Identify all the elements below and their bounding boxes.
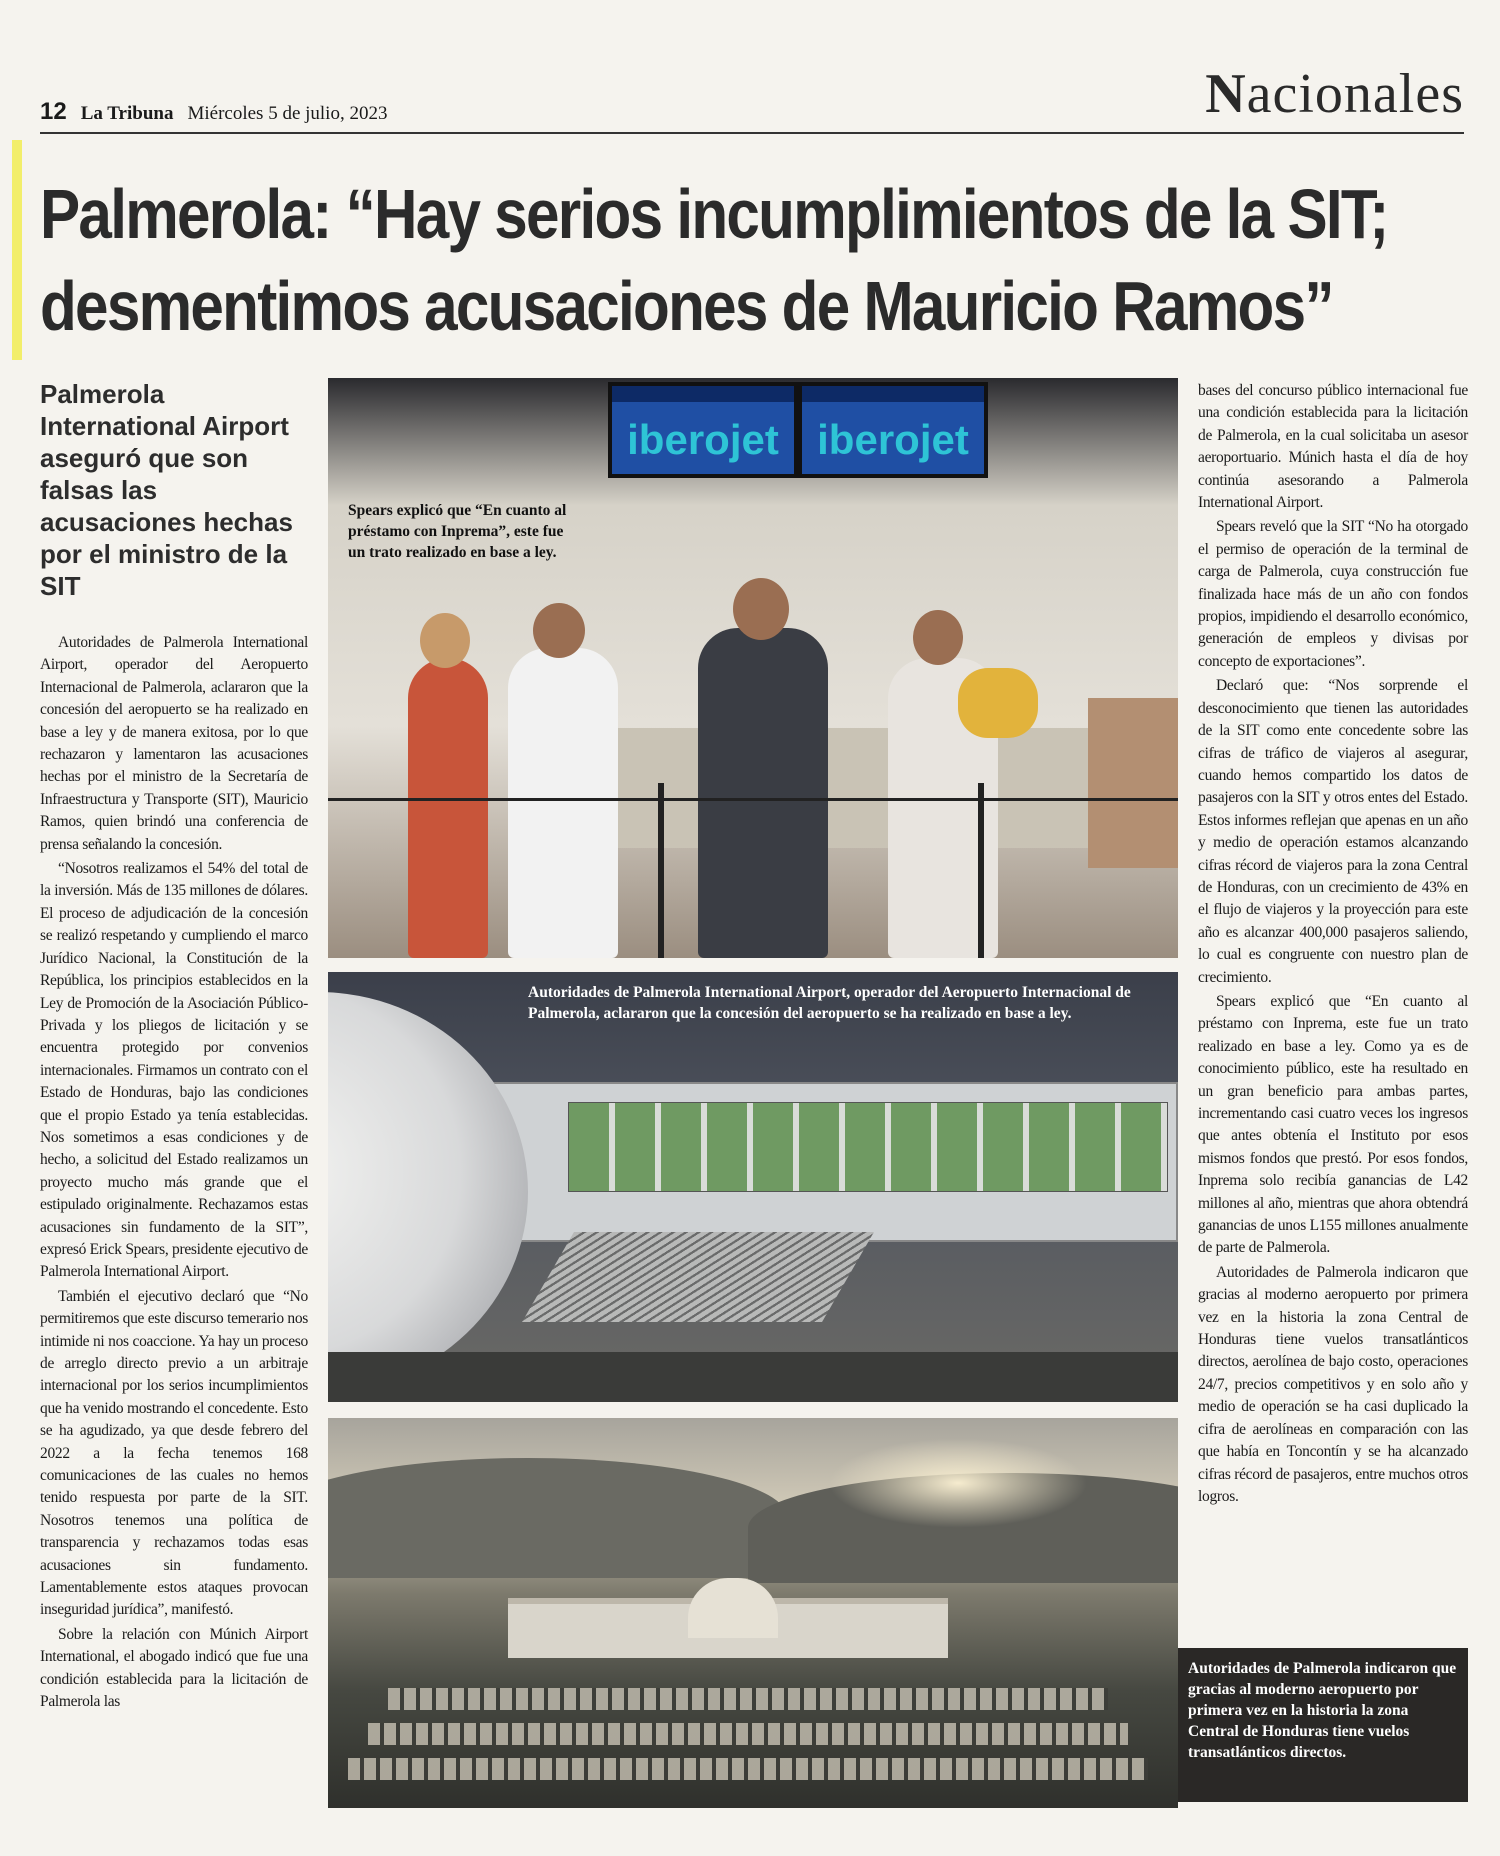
- publication-date: Miércoles 5 de julio, 2023: [187, 103, 388, 124]
- sun-glow: [828, 1438, 1088, 1528]
- paragraph: “Nosotros realizamos el 54% del total de la inversión. Más de 135 millones de dólares. El proceso de adjudicación de la concesión se realizó respetando y cumpliendo el marco Jurídico Nacional, la Constitución de la República, los principios establecidos en la Ley de Promoción de la Asociación Público-Privada y los pliegos de licitación y se encuentra protegido por convenios internacionales. Firmamos un contrato con el Estado de Honduras, bajo las condiciones que el propio Estado ya tenía establecidas. Nos sometimos a esas condiciones y de hecho, a solicitud del Estado realizamos un proyecto mucho más grande que el estipulado originalmente. Rechazamos estas acusaciones sin fundamento de la SIT”, expresó Erick Spears, presidente ejecutivo de Palmerola International Airport.: [40, 860, 308, 1281]
- checkin-screen-left: [608, 382, 798, 478]
- photo-aerial-airport: [328, 1418, 1178, 1808]
- screen-bar: [802, 386, 984, 402]
- right-column: [1198, 380, 1468, 1510]
- parking-rows: [348, 1758, 1148, 1780]
- paragraph: Spears reveló que la SIT “No ha otorgado el permiso de operación de la terminal de carga de Palmerola, cuya construcción fue finalizada hace más de un año con fondos propios, impidiendo el desarrollo económico, generación de empleos y divisas por concepto de exportaciones”.: [1198, 518, 1468, 670]
- section-initial: N: [1205, 63, 1247, 125]
- jet-bridge-windows: [568, 1102, 1168, 1192]
- paragraph: Autoridades de Palmerola International Airport, operador del Aeropuerto Internacional de Palmerola, aclararon que la concesión del aeropuerto se ha realizado en base a ley y de manera exitosa, por lo que rechazaron y lamentaron las acusaciones hechas por el ministro de la Secretaría de Infraestructura y Transporte (SIT), Mauricio Ramos, quien brindó una conferencia de prensa señalando la concesión.: [40, 634, 308, 853]
- right-body: [1198, 380, 1468, 1508]
- person-head: [420, 613, 470, 668]
- page-header-left: [40, 98, 387, 126]
- apron: [328, 1352, 1178, 1402]
- iberojet-logo: iberojet: [817, 416, 969, 463]
- stairway: [522, 1232, 874, 1322]
- headline-line-2: desmentimos acusaciones de Mauricio Ramos”: [40, 267, 1333, 345]
- queue-post: [978, 783, 984, 958]
- section-rest: acionales: [1246, 63, 1464, 125]
- paragraph: Autoridades de Palmerola indicaron que gracias al moderno aeropuerto por primera vez en la historia la zona Central de Honduras tiene vuelos transatlánticos directos, aerolínea de bajo costo, operaciones 24/7, precios competitivos y en solo año y medio de operación se ha casi duplicado la cifra de aerolíneas en comparación con las que había en Toncontín y se ha alcanzado cifras récord de pasajeros, entre muchos otros logros.: [1198, 1263, 1468, 1505]
- person-head: [913, 610, 963, 665]
- photo-checkin-counter: [328, 378, 1178, 958]
- person: [408, 658, 488, 958]
- iberojet-logo: iberojet: [627, 416, 779, 463]
- parking-rows: [388, 1688, 1108, 1710]
- screen-bar: [612, 386, 794, 402]
- counter-side: [1088, 698, 1178, 868]
- queue-rope: [328, 798, 1178, 801]
- left-body: [40, 632, 308, 1714]
- left-column: [40, 378, 308, 1716]
- paragraph: Declaró que: “Nos sorprende el desconocimiento que tienen las autoridades de la SIT como ente concedente sobre las cifras de tráfico de viajeros al asegurar, cuando hemos compartido los datos de pasajeros con la SIT y otros entes del Estado. Estos informes reflejan que apenas en un año y medio de operación estamos alcanzando cifras récord de viajeros para la zona Central de Honduras, con un crecimiento de 43% en el flujo de viajeros y la proyección para este año es alcanzar 400,000 pasajeros saliendo, lo cual es congruente con nuestro plan de crecimiento.: [1198, 677, 1468, 986]
- header-rule: [40, 132, 1464, 134]
- page-number: 12: [40, 98, 67, 125]
- terminal-dome: [688, 1578, 778, 1638]
- mountain: [328, 1458, 788, 1578]
- photo-aircraft-jetway: [328, 972, 1178, 1402]
- queue-post: [658, 783, 664, 958]
- child: [958, 668, 1038, 738]
- aircraft-nose: [328, 992, 528, 1392]
- person-head: [533, 603, 585, 658]
- paragraph: bases del concurso público internacional fue una condición establecida para la licitación de Palmerola, en la cual solicitaba un asesor aeroportuario. Múnich hasta el día de hoy continúa asesorando a Palmerola International Airport.: [1198, 382, 1468, 512]
- paragraph: También el ejecutivo declaró que “No permitiremos que este discurso temerario nos intimide ni nos coaccione. Ya hay un proceso de arreglo directo previo a un arbitraje internacional por los serios incumplimientos que ha venido mostrando el concedente. Esto se ha agudizado, ya que desde febrero del 2022 a la fecha tenemos 168 comunicaciones de las cuales no hemos tenido respuesta por parte de la SIT. Nosotros tenemos una política de transparencia y rechazamos todas esas acusaciones sin fundamento. Lamentablemente estos ataques provocan inseguridad jurídica”, manifestó.: [40, 1287, 308, 1619]
- headline-line-1: Palmerola: “Hay serios incumplimientos de la SIT;: [40, 175, 1388, 253]
- person: [508, 648, 618, 958]
- paragraph: Sobre la relación con Múnich Airport International, el abogado indicó que fue una condición establecida para la licitación de Palmerola las: [40, 1625, 308, 1711]
- headline: [40, 168, 1388, 352]
- checkin-counter: [578, 728, 1098, 848]
- checkin-screen-right: [798, 382, 988, 478]
- person: [698, 628, 828, 958]
- section-title: [1205, 62, 1464, 126]
- highlighter-mark: [12, 140, 22, 360]
- photo-caption-2: Autoridades de Palmerola International Airport, operador del Aeropuerto Internacional de Palmerola, aclararon que la concesión del aeropuerto se ha realizado en base a ley.: [528, 984, 1131, 1022]
- newspaper-name: La Tribuna: [80, 103, 174, 124]
- subheadline: Palmerola International Airport aseguró que son falsas las acusaciones hechas por el ministro de la SIT: [40, 379, 293, 601]
- parking-rows: [368, 1723, 1128, 1745]
- photo-caption-3: Autoridades de Palmerola indicaron que gracias al moderno aeropuerto por primera vez en la historia la zona Central de Honduras tiene vuelos transatlánticos directos.: [1178, 1648, 1468, 1802]
- paragraph: Spears explicó que “En cuanto al préstamo con Inprema, este fue un trato realizado en base a ley. Como ya es de conocimiento público, este ha resultado en un gran beneficio para ambas partes, incrementando casi cuatro veces los ingresos que antes obtenía el Instituto por esos mismos fondos que prestó. Por esos fondos, Inprema solo recibía ganancias de L42 millones al año, mientras que ahora obtendrá ganancias de unos L155 millones anualmente de parte de Palmerola.: [1198, 992, 1468, 1257]
- photo-caption-1: Spears explicó que “En cuanto al préstamo con Inprema”, este fue un trato realizado en base a ley.: [348, 502, 567, 561]
- person-head: [733, 578, 789, 640]
